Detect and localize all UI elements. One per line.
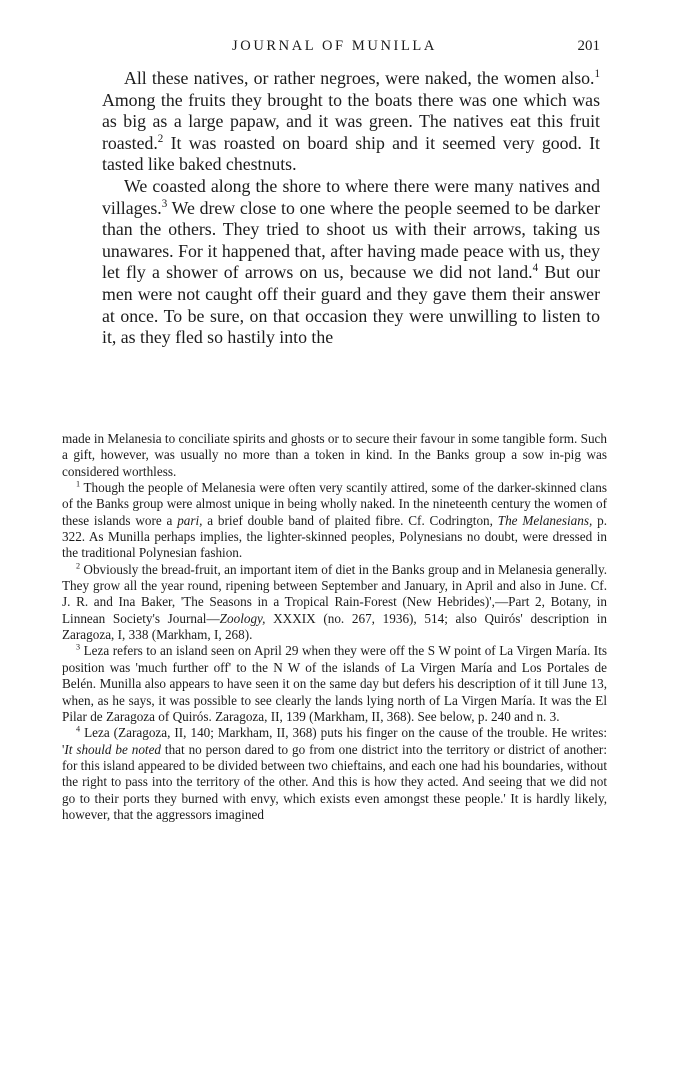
text-run: XXXIX (no. 267, 1936), 514; also Quirós' description in Zaragoza, I, 338 (Markham, I, 268). <box>62 610 608 643</box>
text-run: made in Melanesia to conciliate spirits and ghosts or to secure their favour in some tangible form. Such a gift, however, was usually no more than a token in kind. In the Banks group a sow in-pig was considered worthless. <box>62 431 607 479</box>
footnote-number: 4 <box>76 724 81 734</box>
page-number: 201 <box>577 38 600 54</box>
footnote-number: 2 <box>76 561 81 571</box>
footnote-marker: 4 <box>532 262 539 275</box>
footnote-1 <box>62 480 607 562</box>
footnote-number: 3 <box>76 643 81 653</box>
running-head: JOURNAL OF MUNILLA <box>232 38 437 54</box>
text-run: Obviously the bread-fruit, an important item of diet in the Banks group and in Melanesia generally. They grow all the year round, ripening between September and January, in April and also in June. Cf. J. R. and Ina Baker, 'The Seasons in a Tropical Rain-Forest (New Hebrides)',—Part 2, Botany, in Linnean Society's Journal— <box>62 561 607 626</box>
main-text <box>102 68 600 349</box>
italic-text: It should be noted <box>64 741 162 757</box>
footnote-2 <box>62 562 607 644</box>
text-run: But our men were not caught off their guard and they gave them their answer at once. To be sure, on that occasion they were unwilling to listen to it, as they fled so hastily into the <box>102 262 600 348</box>
text-run: Among the fruits they brought to the boats there was one which was as big as a large papaw, and it was green. The natives eat this fruit roasted. <box>102 89 600 153</box>
text-run: a brief double band of plaited fibre. Cf. Codrington, <box>202 512 498 528</box>
footnote-3 <box>62 643 607 725</box>
italic-text: The Melanesians, <box>497 512 593 528</box>
text-run: We drew close to one where the people seemed to be darker than the others. They tried to shoot us with their arrows, taking us unawares. For it happened that, after having made peace with us, they let fly a shower of arrows on us, because we did not land. <box>102 197 600 283</box>
footnote-marker: 2 <box>157 132 164 145</box>
footnote-marker: 3 <box>161 197 168 210</box>
footnote-continuation <box>62 431 607 480</box>
footnote-4 <box>62 725 607 823</box>
italic-text: Zoology, <box>219 610 266 626</box>
text-run: We coasted along the shore to where there were many natives and villages. <box>102 175 600 218</box>
page-header <box>102 38 600 60</box>
paragraph <box>102 176 600 349</box>
text-run: It was roasted on board ship and it seemed very good. It tasted like baked chestnuts. <box>102 132 600 175</box>
text-run: All these natives, or rather negroes, were naked, the women also. <box>124 68 595 88</box>
footnote-number: 1 <box>76 479 81 489</box>
text-run: p. 322. As Munilla perhaps implies, the lighter-skinned peoples, Polynesians no doubt, were dressed in the traditional Polynesian fashion. <box>62 512 607 561</box>
text-run: Though the people of Melanesia were often very scantily attired, some of the darker-skinned clans of the Banks group were almost unique in being wholly naked. In the nineteenth century the women of these islands wore a <box>62 480 607 528</box>
paragraph <box>102 68 600 176</box>
text-run: Leza refers to an island seen on April 29 when they were off the S W point of La Virgen María. Its position was 'much further off' to the N W of the islands of La Virgen María and Los Portales de Belén. Munilla also appears to have seen it on the same day but defers his description of it till June 13, when, as he says, it was possible to see clearly the lands lying north of La Virgen María. It was the El Pilar de Zaragoza of Quirós. Zaragoza, II, 139 (Markham, II, 368). See below, p. 240 and n. 3. <box>62 643 607 724</box>
text-run: Leza (Zaragoza, II, 140; Markham, II, 368) puts his finger on the cause of the trouble. He writes: ' <box>62 725 607 757</box>
footnotes <box>62 431 607 823</box>
italic-text: pari, <box>177 512 203 528</box>
text-run: that no person dared to go from one district into the territory or district of another: for this island appeared to be divided between two chieftains, and each one had his boundaries, without the right to pass into the territory of the other. And this is how they acted. And seeing that we did not go to their ports they burned with envy, which exists even amongst these people.' It is hardly likely, however, that the aggressors imagined <box>62 741 607 822</box>
footnote-marker: 1 <box>594 68 600 81</box>
